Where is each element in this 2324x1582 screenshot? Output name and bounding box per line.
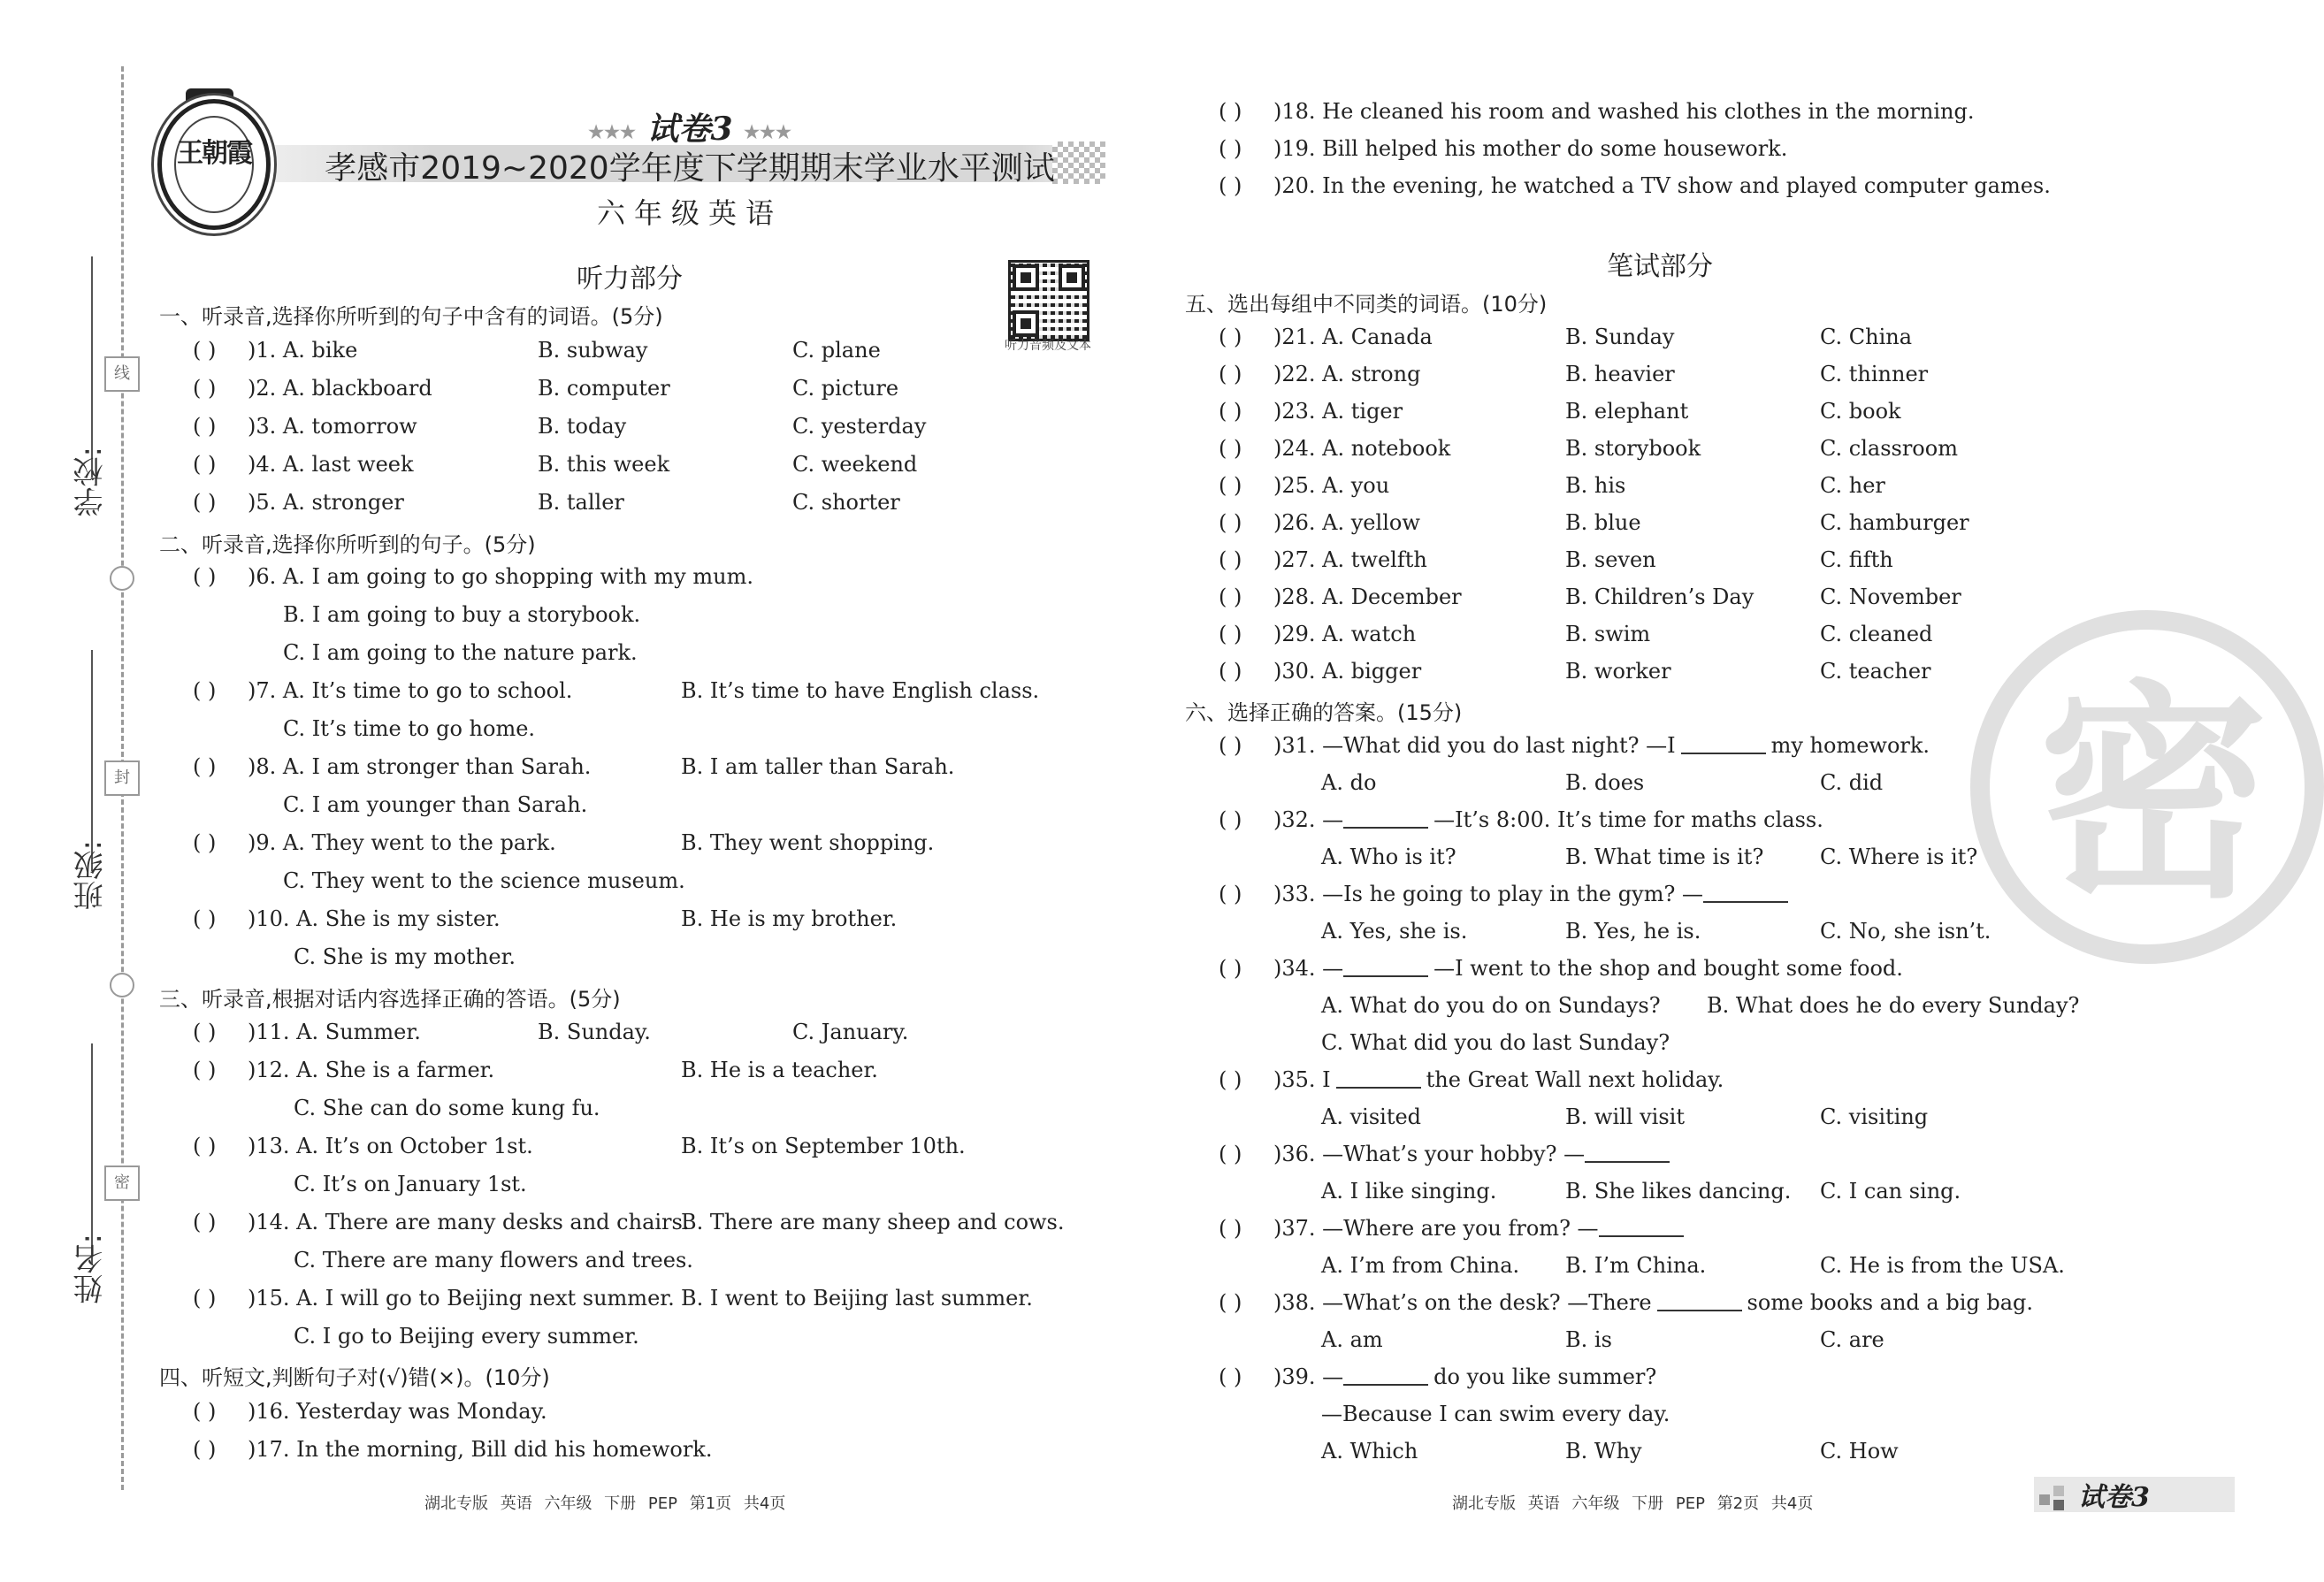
stars-left-icon: ★★★ (588, 121, 636, 142)
question-15: )15. A. I will go to Beijing next summer. (248, 1286, 675, 1311)
question-26: )26. A. yellow (1273, 510, 1420, 535)
question-38: )38. —What’s on the desk? —There some books and a big bag. (1273, 1290, 2034, 1315)
option-c: C. picture (792, 376, 899, 401)
option-b: B. I went to Beijing last summer. (681, 1286, 1033, 1311)
option-b: B. storybook (1565, 436, 1701, 461)
option-c: C. her (1820, 473, 1885, 498)
question-19: )19. Bill helped his mother do some housework. (1273, 136, 1788, 161)
option-b: B. It’s on September 10th. (681, 1134, 966, 1158)
name-line (91, 1043, 93, 1265)
option-c: C. They went to the science museum. (283, 868, 685, 893)
option-b: B. She likes dancing. (1565, 1179, 1792, 1204)
question-2: )2. A. blackboard (248, 376, 432, 401)
option-b: B. will visit (1565, 1104, 1685, 1129)
answer-paren[interactable]: ( ) (1219, 1067, 1242, 1092)
answer-paren[interactable]: ( ) (1219, 733, 1242, 758)
answer-paren[interactable]: ( ) (193, 754, 217, 779)
school-line (91, 256, 93, 478)
option-c: C. China (1820, 325, 1913, 349)
exam-tab-label: 试卷3 (2078, 1482, 2150, 1513)
question-20: )20. In the evening, he watched a TV show and played computer games. (1273, 173, 2051, 198)
option-b: B. computer (538, 376, 670, 401)
option-c: C. I go to Beijing every summer. (294, 1324, 639, 1349)
answer-paren[interactable]: ( ) (1219, 1142, 1242, 1166)
option-c: C. shorter (792, 490, 900, 515)
answer-paren[interactable]: ( ) (1219, 882, 1242, 906)
option-b: B. Why (1565, 1439, 1642, 1464)
answer-paren[interactable]: ( ) (193, 564, 217, 589)
binding-hole-2 (110, 973, 134, 997)
answer-paren[interactable]: ( ) (193, 1286, 217, 1311)
option-c: C. book (1820, 399, 1901, 424)
question-31: )31. —What did you do last night? —I my homework. (1273, 733, 1930, 758)
question-32: )32. — —It’s 8:00. It’s time for maths class. (1273, 807, 1823, 832)
option-c: C. She is my mother. (294, 944, 516, 969)
option-c: C. No, she isn’t. (1820, 919, 1991, 944)
option-b: B. seven (1565, 547, 1656, 572)
question-30: )30. A. bigger (1273, 659, 1422, 684)
tab-decoration (2053, 1486, 2064, 1496)
option-c: C. yesterday (792, 414, 927, 439)
confidential-stamp-char: 密 (2038, 662, 2268, 929)
option-a: A. I’m from China. (1321, 1253, 1520, 1278)
option-b: B. Sunday (1565, 325, 1675, 349)
answer-paren[interactable]: ( ) (1219, 473, 1242, 498)
question-10: )10. A. She is my sister. (248, 906, 501, 931)
option-b: B. I’m China. (1565, 1253, 1707, 1278)
stars-right-icon: ★★★ (744, 121, 791, 142)
binding-hole-1 (110, 566, 134, 591)
option-b: B. heavier (1565, 362, 1675, 386)
question-27: )27. A. twelfth (1273, 547, 1427, 572)
section-4-heading: 四、听短文,判断句子对(√)错(×)。(10分) (159, 1365, 550, 1390)
option-a: A. do (1321, 770, 1377, 795)
option-b: B. What does he do every Sunday? (1707, 993, 2080, 1018)
option-c: C. cleaned (1820, 622, 1933, 646)
option-b: B. What time is it? (1565, 844, 1764, 869)
question-39-line-2: —Because I can swim every day. (1321, 1402, 1670, 1426)
option-b: B. Yes, he is. (1565, 919, 1701, 944)
answer-paren[interactable]: ( ) (1219, 436, 1242, 461)
answer-paren[interactable]: ( ) (193, 1399, 217, 1424)
option-c: C. thinner (1820, 362, 1929, 386)
exam-label-text: 试卷3 (646, 111, 733, 148)
option-b: B. subway (538, 338, 648, 363)
option-c: C. I am going to the nature park. (283, 640, 638, 665)
binding-mark-seal: 封 (104, 760, 140, 796)
question-29: )29. A. watch (1273, 622, 1417, 646)
question-14: )14. A. There are many desks and chairs. (248, 1210, 690, 1234)
option-a: A. What do you do on Sundays? (1321, 993, 1661, 1018)
question-22: )22. A. strong (1273, 362, 1421, 386)
question-18: )18. He cleaned his room and washed his clothes in the morning. (1273, 99, 1975, 124)
exam-subtitle: 六年级英语 (596, 196, 783, 230)
school-label: 学校: (73, 447, 109, 517)
question-23: )23. A. tiger (1273, 399, 1403, 424)
logo-text: 王朝霞 (174, 116, 254, 213)
answer-paren[interactable]: ( ) (1219, 325, 1242, 349)
option-b: B. I am taller than Sarah. (681, 754, 955, 779)
question-9: )9. A. They went to the park. (248, 830, 556, 855)
tab-decoration (2053, 1500, 2064, 1510)
option-c: C. are (1820, 1327, 1884, 1352)
answer-paren[interactable]: ( ) (193, 1437, 217, 1462)
publisher-logo (157, 99, 271, 230)
question-33: )33. —Is he going to play in the gym? — (1273, 882, 1793, 906)
answer-paren[interactable]: ( ) (1219, 1216, 1242, 1241)
question-34: )34. — —I went to the shop and bought some food. (1273, 956, 1903, 981)
section-2-heading: 二、听录音,选择你所听到的句子。(5分) (159, 532, 536, 557)
answer-paren[interactable]: ( ) (1219, 99, 1242, 124)
option-c: C. It’s on January 1st. (294, 1172, 527, 1196)
answer-paren[interactable]: ( ) (1219, 956, 1242, 981)
answer-paren[interactable]: ( ) (193, 376, 217, 401)
option-b: B. is (1565, 1327, 1612, 1352)
option-c: C. plane (792, 338, 881, 363)
question-37: )37. —Where are you from? — (1273, 1216, 1689, 1241)
option-b: B. worker (1565, 659, 1671, 684)
answer-paren[interactable]: ( ) (1219, 622, 1242, 646)
option-c: C. visiting (1820, 1104, 1929, 1129)
question-12: )12. A. She is a farmer. (248, 1058, 495, 1082)
section-6-heading: 六、选择正确的答案。(15分) (1185, 700, 1463, 725)
option-c: C. She can do some kung fu. (294, 1096, 600, 1120)
option-c: C. hamburger (1820, 510, 1969, 535)
question-21: )21. A. Canada (1273, 325, 1433, 349)
answer-paren[interactable]: ( ) (193, 338, 217, 363)
option-b: B. I am going to buy a storybook. (283, 602, 641, 627)
option-b: B. blue (1565, 510, 1641, 535)
answer-paren[interactable]: ( ) (193, 1020, 217, 1044)
option-a: A. visited (1321, 1104, 1422, 1129)
question-24: )24. A. notebook (1273, 436, 1451, 461)
question-17: )17. In the morning, Bill did his homework. (248, 1437, 713, 1462)
option-b: B. There are many sheep and cows. (681, 1210, 1065, 1234)
option-c: C. Where is it? (1820, 844, 1978, 869)
option-a: A. am (1321, 1327, 1383, 1352)
option-c: C. How (1820, 1439, 1899, 1464)
qr-code-icon[interactable] (1008, 260, 1089, 341)
option-b: B. It’s time to have English class. (681, 678, 1040, 703)
exam-title: 孝感市2019~2020学年度下学期期末学业水平测试 (325, 150, 1055, 187)
question-3: )3. A. tomorrow (248, 414, 417, 439)
binding-mark-line: 线 (104, 356, 140, 392)
option-c: C. There are many flowers and trees. (294, 1248, 693, 1272)
answer-paren[interactable]: ( ) (1219, 173, 1242, 198)
answer-paren[interactable]: ( ) (1219, 659, 1242, 684)
answer-paren[interactable]: ( ) (193, 452, 217, 477)
option-b: B. swim (1565, 622, 1651, 646)
option-c: C. January. (792, 1020, 909, 1044)
question-28: )28. A. December (1273, 585, 1462, 609)
option-b: B. his (1565, 473, 1626, 498)
question-7: )7. A. It’s time to go to school. (248, 678, 573, 703)
answer-paren[interactable]: ( ) (1219, 399, 1242, 424)
option-b: B. today (538, 414, 627, 439)
answer-paren[interactable]: ( ) (193, 1134, 217, 1158)
option-c: C. November (1820, 585, 1961, 609)
section-3-heading: 三、听录音,根据对话内容选择正确的答语。(5分) (159, 987, 621, 1012)
question-39: )39. — do you like summer? (1273, 1364, 1657, 1389)
answer-paren[interactable]: ( ) (193, 490, 217, 515)
tab-decoration (2039, 1494, 2050, 1505)
answer-paren[interactable]: ( ) (1219, 510, 1242, 535)
option-b: B. does (1565, 770, 1645, 795)
option-b: B. Children’s Day (1565, 585, 1754, 609)
answer-paren[interactable]: ( ) (1219, 547, 1242, 572)
option-c: C. What did you do last Sunday? (1321, 1030, 1670, 1055)
option-c: C. did (1820, 770, 1884, 795)
option-c: C. teacher (1820, 659, 1931, 684)
option-a: A. Yes, she is. (1321, 919, 1468, 944)
page-2-footer: 湖北专版 英语 六年级 下册 PEP 第2页 共4页 (1452, 1494, 1814, 1513)
answer-paren[interactable]: ( ) (1219, 136, 1242, 161)
answer-paren[interactable]: ( ) (193, 1210, 217, 1234)
binding-mark-secret: 密 (104, 1165, 140, 1201)
option-c: C. He is from the USA. (1820, 1253, 2065, 1278)
listening-part-title: 听力部分 (577, 264, 683, 294)
answer-paren[interactable]: ( ) (193, 906, 217, 931)
question-6: )6. A. I am going to go shopping with my mum. (248, 564, 753, 589)
option-b: B. He is a teacher. (681, 1058, 878, 1082)
answer-paren[interactable]: ( ) (1219, 585, 1242, 609)
question-13: )13. A. It’s on October 1st. (248, 1134, 533, 1158)
question-1: )1. A. bike (248, 338, 358, 363)
answer-paren[interactable]: ( ) (193, 830, 217, 855)
question-25: )25. A. you (1273, 473, 1390, 498)
option-b: B. They went shopping. (681, 830, 935, 855)
section-1-heading: 一、听录音,选择你所听到的句子中含有的词语。(5分) (159, 304, 663, 329)
option-a: A. Who is it? (1321, 844, 1456, 869)
option-c: C. It’s time to go home. (283, 716, 536, 741)
option-a: A. Which (1321, 1439, 1418, 1464)
option-c: C. I can sing. (1820, 1179, 1961, 1204)
class-label: 班级: (73, 840, 109, 911)
question-8: )8. A. I am stronger than Sarah. (248, 754, 592, 779)
answer-paren[interactable]: ( ) (1219, 362, 1242, 386)
answer-paren[interactable]: ( ) (1219, 1290, 1242, 1315)
answer-paren[interactable]: ( ) (1219, 807, 1242, 832)
question-4: )4. A. last week (248, 452, 414, 477)
question-16: )16. Yesterday was Monday. (248, 1399, 547, 1424)
page-1-footer: 湖北专版 英语 六年级 下册 PEP 第1页 共4页 (424, 1494, 786, 1513)
option-a: A. I like singing. (1321, 1179, 1497, 1204)
option-b: B. taller (538, 490, 624, 515)
option-c: C. classroom (1820, 436, 1958, 461)
option-b: B. elephant (1565, 399, 1689, 424)
option-b: B. this week (538, 452, 670, 477)
option-c: C. weekend (792, 452, 918, 477)
question-35: )35. I the Great Wall next holiday. (1273, 1067, 1724, 1092)
answer-paren[interactable]: ( ) (1219, 1364, 1242, 1389)
name-label: 姓名: (73, 1234, 109, 1304)
answer-paren[interactable]: ( ) (193, 414, 217, 439)
qr-caption: 听力音频及文本 (1005, 339, 1091, 353)
option-b: B. He is my brother. (681, 906, 898, 931)
section-5-heading: 五、选出每组中不同类的词语。(10分) (1185, 292, 1548, 317)
option-b: B. Sunday. (538, 1020, 651, 1044)
class-line (91, 650, 93, 871)
writing-part-title: 笔试部分 (1607, 251, 1713, 282)
question-11: )11. A. Summer. (248, 1020, 421, 1044)
answer-paren[interactable]: ( ) (193, 1058, 217, 1082)
question-36: )36. —What’s your hobby? — (1273, 1142, 1675, 1166)
question-5: )5. A. stronger (248, 490, 404, 515)
answer-paren[interactable]: ( ) (193, 678, 217, 703)
option-c: C. I am younger than Sarah. (283, 792, 588, 817)
option-c: C. fifth (1820, 547, 1893, 572)
